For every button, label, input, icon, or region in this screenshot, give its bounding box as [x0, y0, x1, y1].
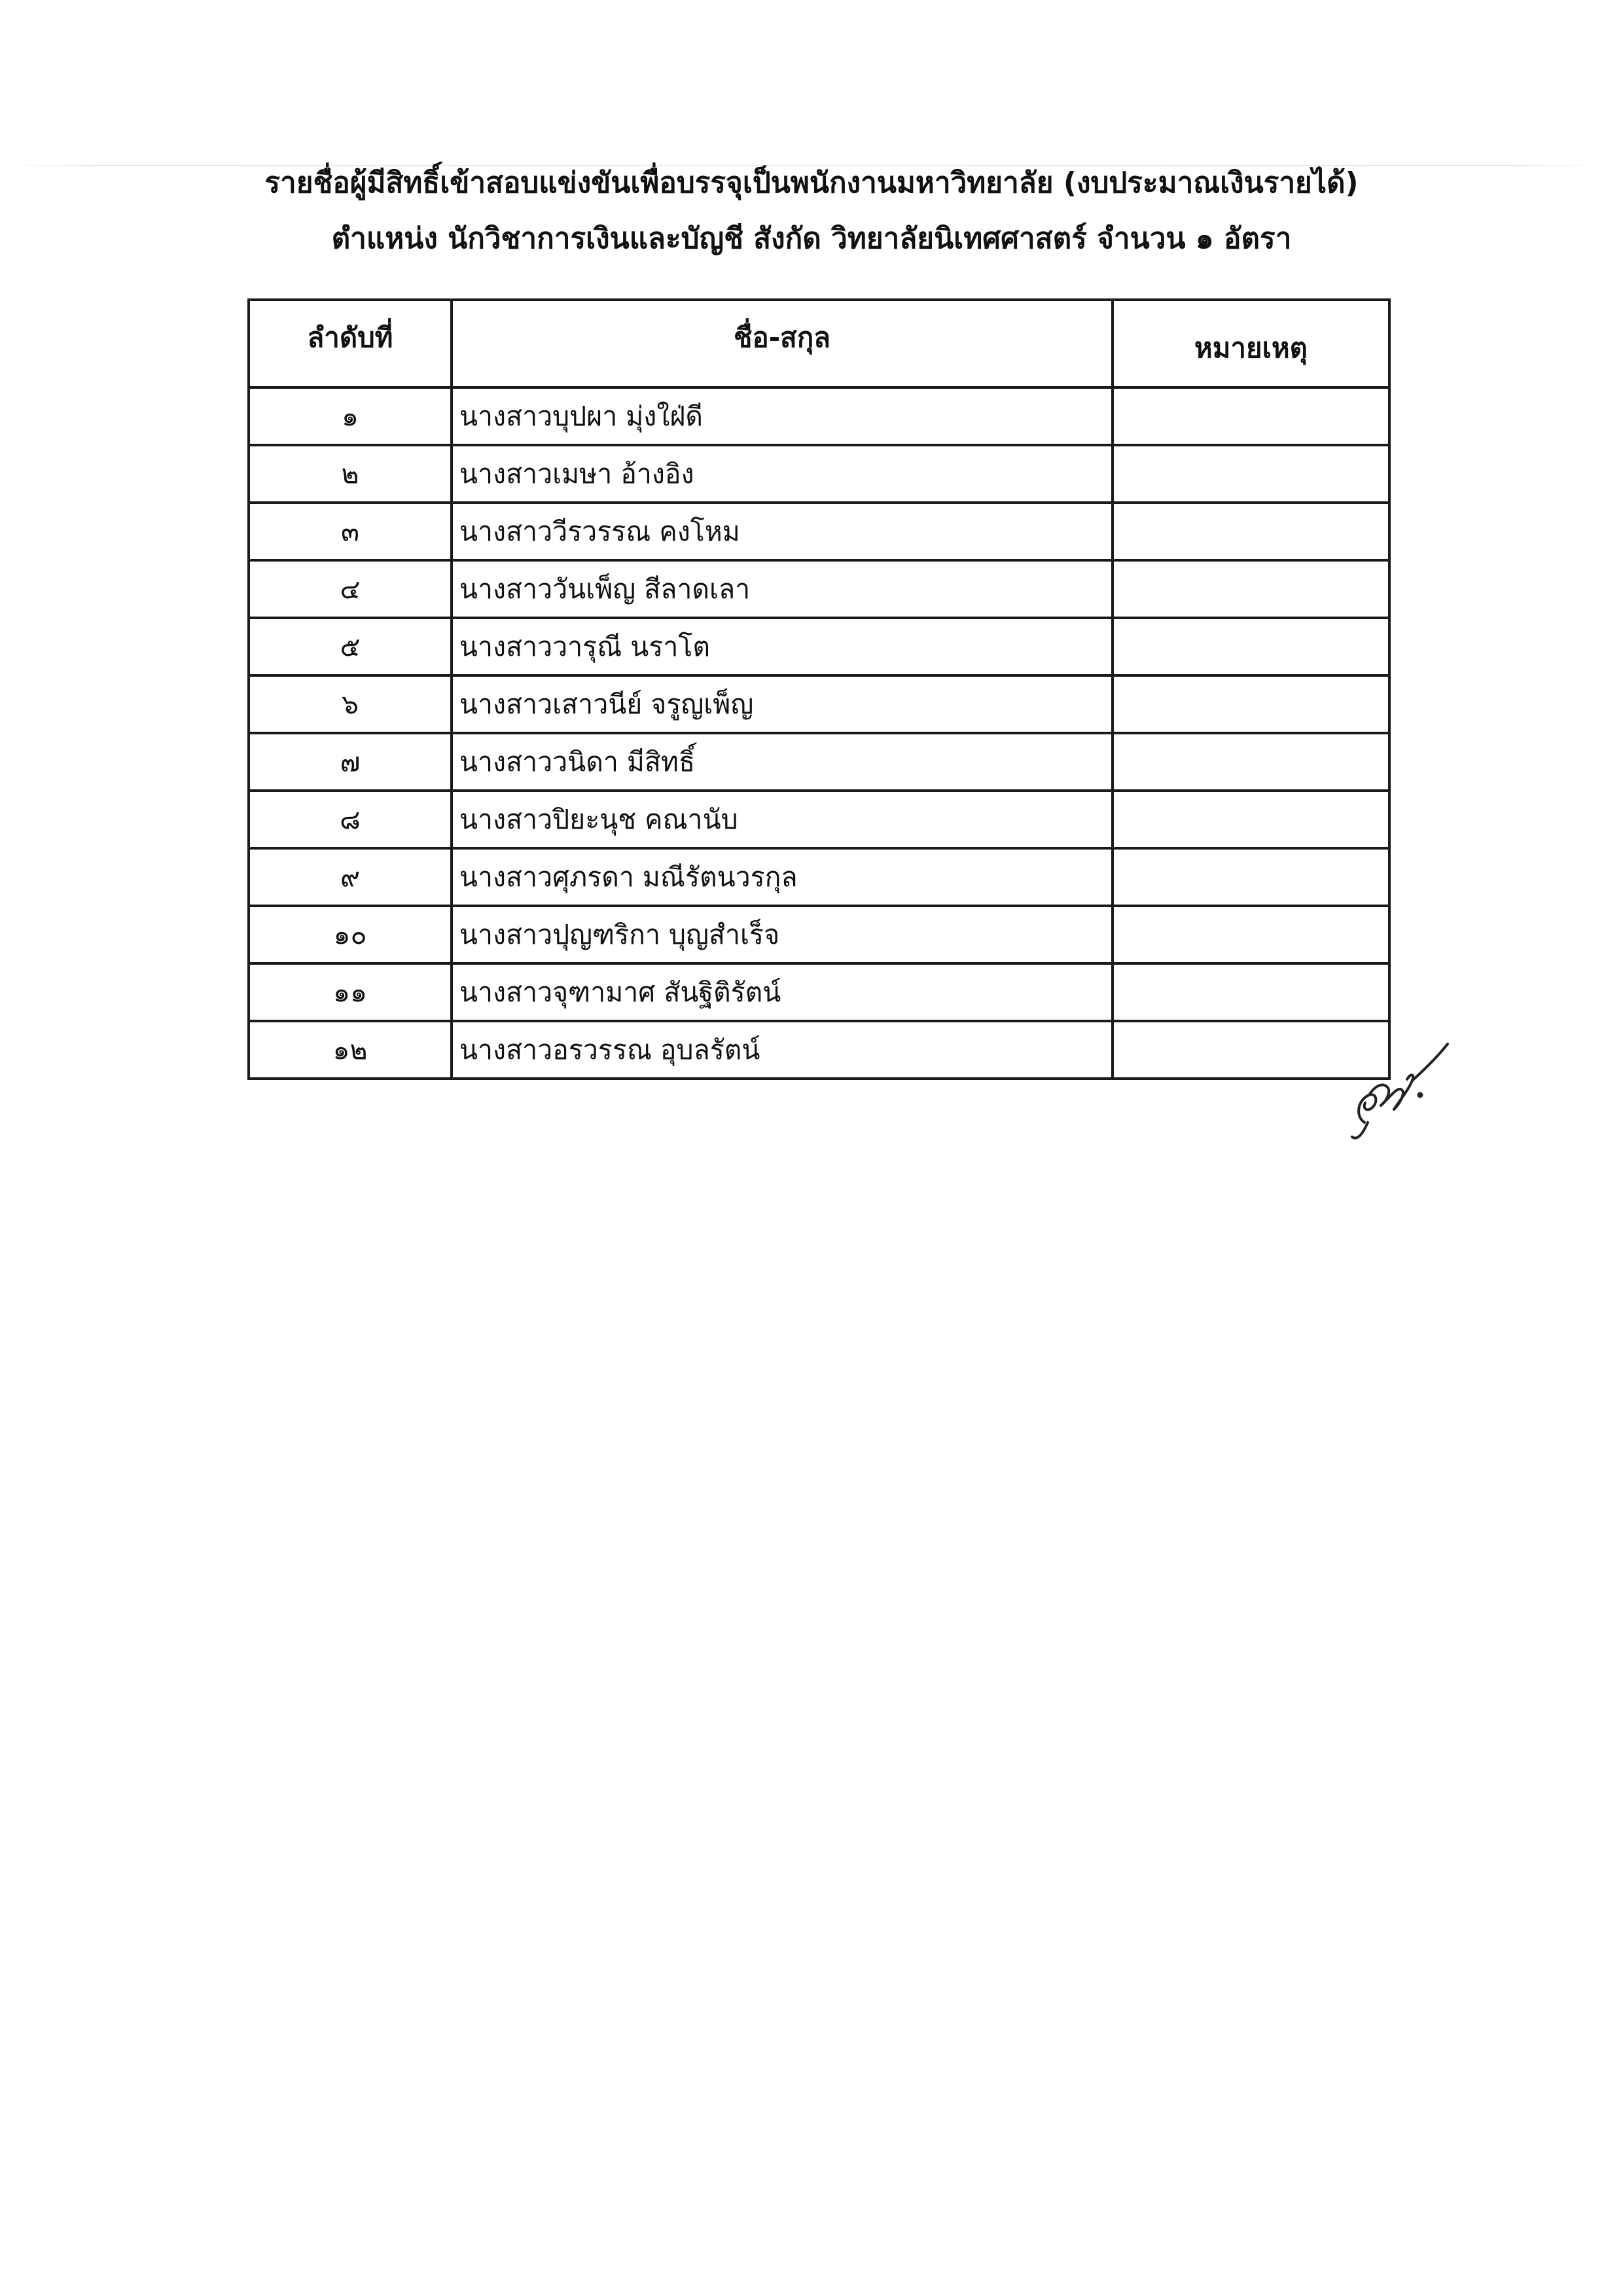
row-number: ๑๐ — [249, 906, 452, 963]
row-name: นางสาวบุปผา มุ่งใฝ่ดี — [452, 387, 1113, 445]
candidate-table — [247, 298, 1391, 1080]
header-number: ลำดับที่ — [249, 300, 452, 387]
row-remark — [1113, 675, 1389, 733]
row-name: นางสาววีรวรรณ คงโหม — [452, 503, 1113, 560]
row-number: ๔ — [249, 560, 452, 618]
table-row — [249, 618, 1389, 675]
document-subtitle: ตำแหน่ง นักวิชาการเงินและบัญชี สังกัด วิทยาลัยนิเทศศาสตร์ จำนวน ๑ อัตรา — [331, 222, 1292, 255]
row-remark — [1113, 848, 1389, 906]
row-name: นางสาววารุณี นราโต — [452, 618, 1113, 675]
row-remark — [1113, 560, 1389, 618]
table-row — [249, 675, 1389, 733]
row-number: ๗ — [249, 733, 452, 791]
row-number: ๑๑ — [249, 963, 452, 1021]
row-remark — [1113, 733, 1389, 791]
table-row — [249, 791, 1389, 848]
row-name: นางสาววันเพ็ญ สีลาดเลา — [452, 560, 1113, 618]
row-name: นางสาวปุญฑริกา บุญสำเร็จ — [452, 906, 1113, 963]
row-number: ๑ — [249, 387, 452, 445]
row-number: ๓ — [249, 503, 452, 560]
row-remark — [1113, 791, 1389, 848]
row-remark — [1113, 963, 1389, 1021]
header-name: ชื่อ-สกุล — [452, 300, 1113, 387]
table-row — [249, 387, 1389, 445]
row-name: นางสาวเมษา อ้างอิง — [452, 445, 1113, 503]
row-number: ๖ — [249, 675, 452, 733]
table-row — [249, 733, 1389, 791]
header-remark: หมายเหตุ — [1113, 300, 1389, 387]
row-number: ๕ — [249, 618, 452, 675]
row-number: ๘ — [249, 791, 452, 848]
table-row — [249, 963, 1389, 1021]
table-row — [249, 560, 1389, 618]
table-header-row — [249, 300, 1389, 387]
row-name: นางสาวศุภรดา มณีรัตนวรกุล — [452, 848, 1113, 906]
row-number: ๒ — [249, 445, 452, 503]
row-remark — [1113, 445, 1389, 503]
row-name: นางสาวปิยะนุช คณานับ — [452, 791, 1113, 848]
row-name: นางสาวเสาวนีย์ จรูญเพ็ญ — [452, 675, 1113, 733]
table-row — [249, 445, 1389, 503]
row-remark — [1113, 906, 1389, 963]
table-row — [249, 848, 1389, 906]
table-row — [249, 906, 1389, 963]
row-name: นางสาววนิดา มีสิทธิ์ — [452, 733, 1113, 791]
document-title: รายชื่อผู้มีสิทธิ์เข้าสอบแข่งขันเพื่อบรรจุเป็นพนักงานมหาวิทยาลัย (งบประมาณเงินรายได้) — [264, 166, 1359, 200]
signature-mark — [1329, 1024, 1459, 1155]
table-row — [249, 1021, 1389, 1079]
row-remark — [1113, 503, 1389, 560]
row-name: นางสาวจุฑามาศ สันฐิติรัตน์ — [452, 963, 1113, 1021]
row-name: นางสาวอรวรรณ อุบลรัตน์ — [452, 1021, 1113, 1079]
table-row — [249, 503, 1389, 560]
row-remark — [1113, 387, 1389, 445]
row-number: ๙ — [249, 848, 452, 906]
row-remark — [1113, 618, 1389, 675]
row-number: ๑๒ — [249, 1021, 452, 1079]
